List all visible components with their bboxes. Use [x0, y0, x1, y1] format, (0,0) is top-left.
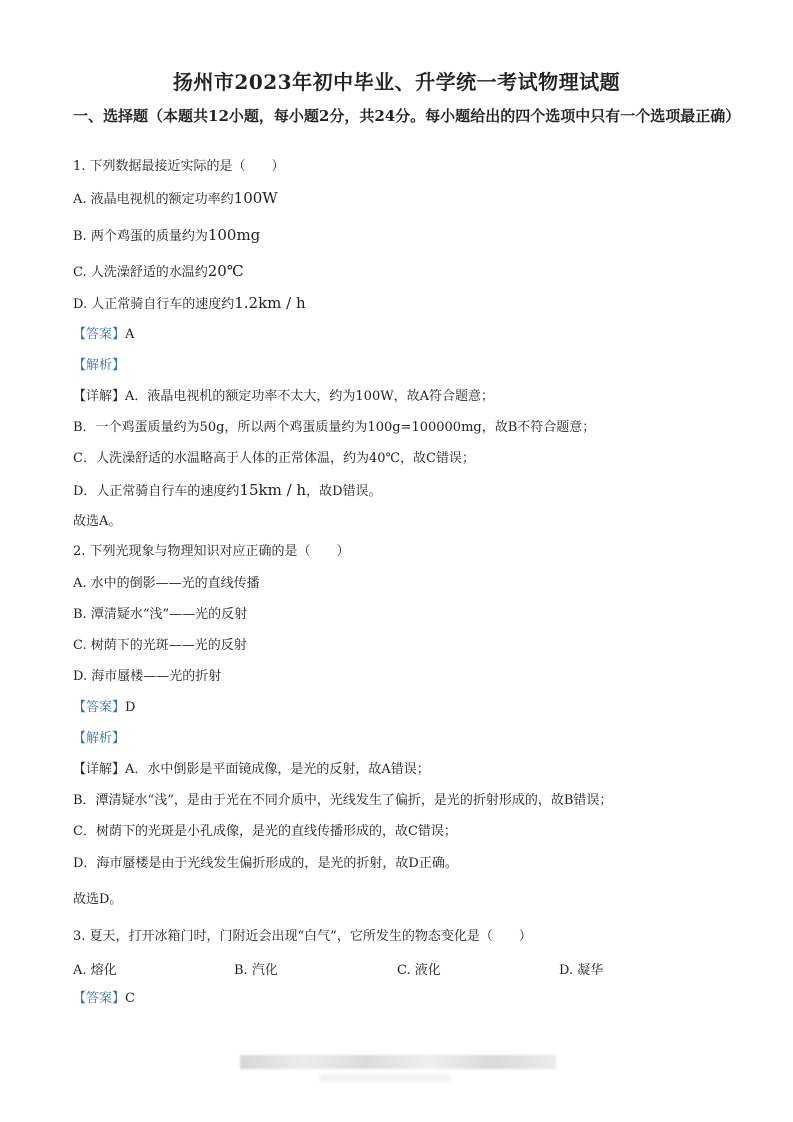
q3-options-row	[73, 959, 733, 977]
q2-stem: 2. 下列光现象与物理知识对应正确的是（ ）	[73, 544, 350, 559]
q3-option-c: C. 液化	[397, 963, 441, 978]
q3-stem: 3. 夏天，打开冰箱门时，门附近会出现“白气”，它所发生的物态变化是（ ）	[73, 929, 532, 944]
q2-detail-d: D．海市蜃楼是由于光线发生偏折形成的，是光的折射，故D正确。	[73, 856, 458, 871]
section-heading: 一、选择题（本题共12小题，每小题2分，共24分。每小题给出的四个选项中只有一个选项最正确）	[73, 107, 741, 125]
q2-detail-b: B．潭清疑水“浅”，是由于光在不同介质中，光线发生了偏折，是光的折射形成的，故B错误；	[73, 793, 613, 808]
q3-option-b: B. 汽化	[234, 963, 278, 978]
q1-conclusion: 故选A。	[73, 514, 122, 529]
answer-tag: 【答案】	[73, 327, 126, 342]
q1-detail-a: 【详解】A．液晶电视机的额定功率不太大，约为100W，故A符合题意；	[73, 389, 494, 404]
q1-stem: 1. 下列数据最接近实际的是（ ）	[73, 159, 285, 174]
q1-option-b: B. 两个鸡蛋的质量约为100mg	[73, 226, 261, 244]
q2-option-c: C. 树荫下的光斑——光的反射	[73, 638, 247, 653]
q2-analysis-tag: 【解析】	[73, 731, 126, 746]
q3-option-d: D. 凝华	[559, 963, 604, 978]
q3-answer: 【答案】C	[73, 991, 135, 1006]
q3-option-a: A. 熔化	[73, 963, 117, 978]
answer-tag: 【答案】	[73, 991, 126, 1006]
q1-answer: 【答案】A	[73, 327, 135, 342]
q1-analysis-tag: 【解析】	[73, 358, 126, 373]
q2-conclusion: 故选D。	[73, 892, 123, 907]
q1-option-a: A. 液晶电视机的额定功率约100W	[73, 189, 278, 207]
q2-detail-a: 【详解】A．水中倒影是平面镜成像，是光的反射，故A错误；	[73, 762, 430, 777]
q2-detail-c: C．树荫下的光斑是小孔成像，是光的直线传播形成的，故C错误；	[73, 824, 457, 839]
q1-option-c: C. 人洗澡舒适的水温约20℃	[73, 262, 244, 280]
q2-option-b: B. 潭清疑水“浅”——光的反射	[73, 607, 248, 622]
q2-answer: 【答案】D	[73, 700, 136, 715]
q1-detail-b: B．一个鸡蛋质量约为50g，所以两个鸡蛋质量约为100g=100000mg，故B不符合题意；	[73, 420, 596, 435]
q2-option-a: A. 水中的倒影——光的直线传播	[73, 576, 260, 591]
page-title: 扬州市2023年初中毕业、升学统一考试物理试题	[172, 70, 621, 94]
q1-detail-d: D．人正常骑自行车的速度约15km / h，故D错误。	[73, 481, 382, 499]
q2-option-d: D. 海市蜃楼——光的折射	[73, 669, 222, 684]
blurred-watermark-secondary	[320, 1074, 450, 1082]
q1-detail-c: C．人洗澡舒适的水温略高于人体的正常体温，约为40℃，故C错误；	[73, 451, 475, 466]
blurred-watermark	[240, 1055, 556, 1069]
answer-tag: 【答案】	[73, 700, 126, 715]
q1-option-d: D. 人正常骑自行车的速度约1.2km / h	[73, 294, 306, 312]
